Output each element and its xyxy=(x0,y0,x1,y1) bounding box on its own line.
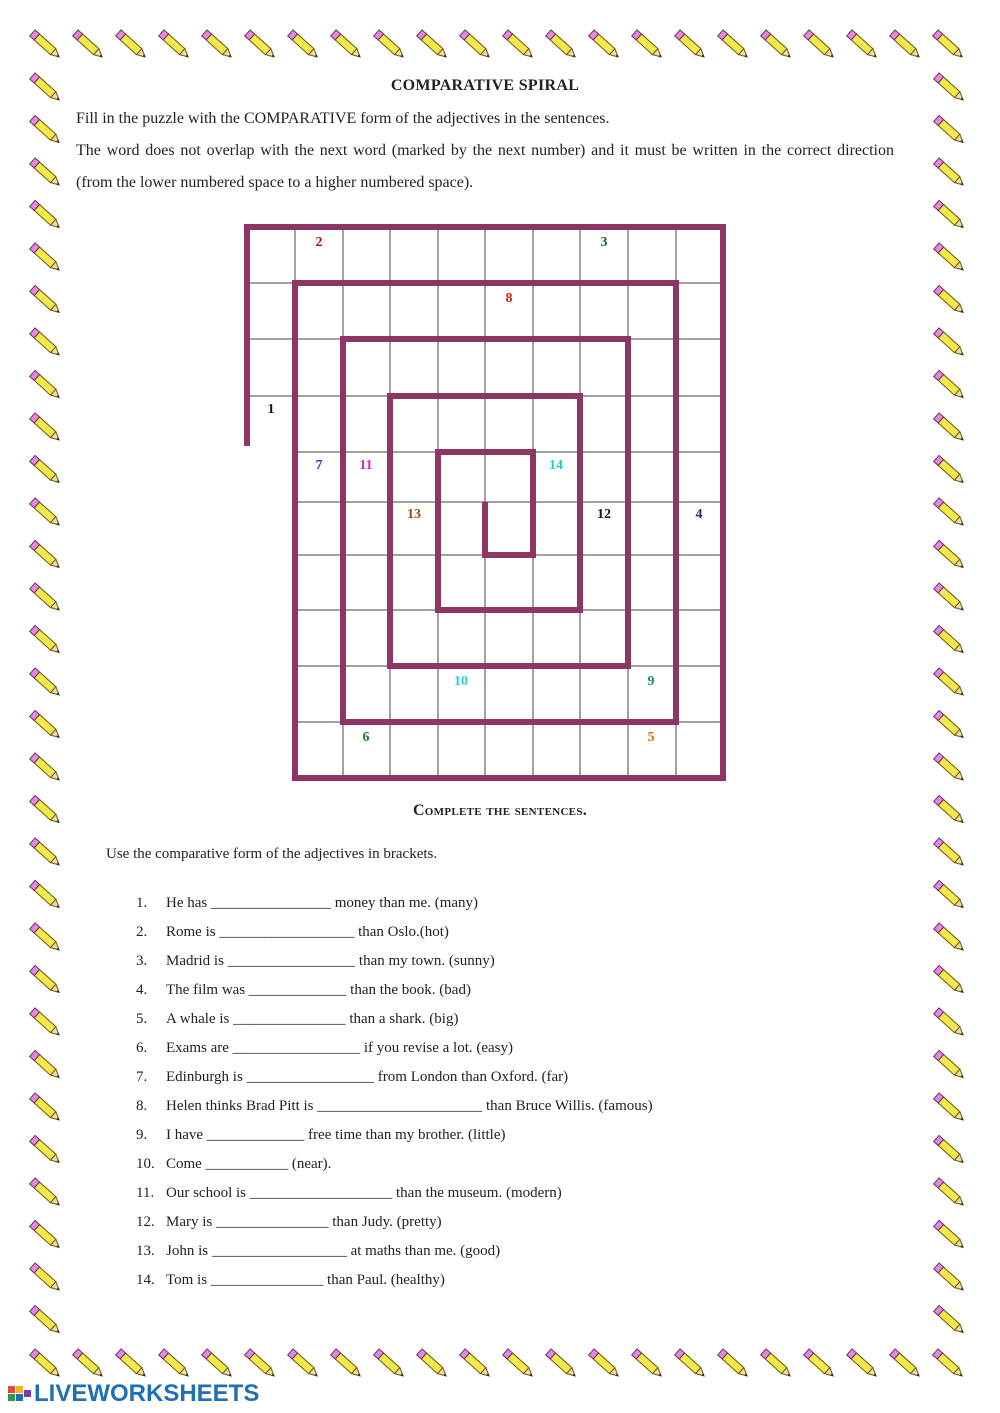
sentence-number: 7. xyxy=(136,1069,148,1085)
sentence-item xyxy=(136,1069,568,1086)
sentence-number: 14. xyxy=(136,1272,155,1288)
clue-number-8: 8 xyxy=(505,291,513,306)
sentence-item xyxy=(136,1156,331,1173)
clue-number-3: 3 xyxy=(600,235,608,250)
worksheet-title: COMPARATIVE SPIRAL xyxy=(390,77,580,94)
clue-number-2: 2 xyxy=(315,235,323,250)
sentence-number: 6. xyxy=(136,1040,148,1056)
sentence-item xyxy=(136,1214,442,1231)
sentence-number: 8. xyxy=(136,1098,148,1114)
sentence-text: He has ________________ money than me. (many) xyxy=(166,895,479,911)
clue-number-9: 9 xyxy=(647,674,655,689)
instruction-line-2: The word does not overlap with the next word (marked by the next number) and it must be written in the correct direction (from the lower numbered space to a higher numbered space). xyxy=(76,142,894,191)
sentence-text: Madrid is _________________ than my town. (sunny) xyxy=(166,953,495,969)
sentence-number: 2. xyxy=(136,924,148,940)
instruction-line-1: Fill in the puzzle with the COMPARATIVE form of the adjectives in the sentences. xyxy=(76,110,610,127)
sentence-item xyxy=(136,1272,445,1289)
sentence-text: Our school is ___________________ than the museum. (modern) xyxy=(166,1185,562,1201)
sentence-item xyxy=(136,1040,513,1057)
clue-number-13: 13 xyxy=(407,507,421,522)
clue-number-1: 1 xyxy=(267,402,275,417)
sentence-item xyxy=(136,1243,500,1260)
sentence-number: 3. xyxy=(136,953,148,969)
sentence-item xyxy=(136,1185,562,1202)
clue-number-6: 6 xyxy=(362,730,370,745)
sentence-item xyxy=(136,953,495,970)
sentence-number: 11. xyxy=(136,1185,155,1201)
sentence-text: John is __________________ at maths than me. (good) xyxy=(166,1243,501,1259)
sentence-number: 12. xyxy=(136,1214,155,1230)
sentence-text: Mary is _______________ than Judy. (pretty) xyxy=(166,1214,442,1230)
sentence-item xyxy=(136,1011,458,1028)
sentence-text: A whale is _______________ than a shark. (big) xyxy=(166,1011,459,1027)
clue-number-12: 12 xyxy=(597,507,611,522)
sentence-text: Helen thinks Brad Pitt is ______________________ than Bruce Willis. (famous) xyxy=(166,1098,653,1114)
sentence-item xyxy=(136,1098,653,1115)
clue-number-5: 5 xyxy=(647,730,655,745)
logo-text: LIVEWORKSHEETS xyxy=(34,1380,260,1407)
sentence-item xyxy=(136,982,471,999)
clue-number-4: 4 xyxy=(695,507,703,522)
sentence-number: 10. xyxy=(136,1156,155,1172)
sentences-intro: Use the comparative form of the adjectives in brackets. xyxy=(106,846,438,862)
clue-number-7: 7 xyxy=(315,458,323,473)
sentence-item xyxy=(136,895,478,912)
sentence-text: Exams are _________________ if you revise a lot. (easy) xyxy=(166,1040,513,1056)
liveworksheets-logo-icon xyxy=(8,1382,34,1408)
sentence-text: The film was _____________ than the book. (bad) xyxy=(166,982,471,998)
sentence-text: Tom is _______________ than Paul. (healthy) xyxy=(166,1272,445,1288)
sentence-number: 9. xyxy=(136,1127,148,1143)
section-title: Complete the sentences. xyxy=(412,802,588,819)
sentence-item xyxy=(136,1127,506,1144)
sentence-number: 13. xyxy=(136,1243,155,1259)
clue-number-10: 10 xyxy=(454,674,468,689)
sentence-text: Edinburgh is _________________ from London than Oxford. (far) xyxy=(166,1069,569,1085)
sentence-item xyxy=(136,924,449,941)
clue-number-11: 11 xyxy=(359,458,373,473)
sentence-number: 1. xyxy=(136,895,148,911)
sentence-number: 5. xyxy=(136,1011,148,1027)
sentence-text: Come ___________ (near). xyxy=(166,1156,332,1172)
clue-number-14: 14 xyxy=(549,458,563,473)
sentence-text: Rome is __________________ than Oslo.(hot) xyxy=(166,924,449,940)
sentence-number: 4. xyxy=(136,982,148,998)
sentence-text: I have _____________ free time than my brother. (little) xyxy=(166,1127,506,1143)
